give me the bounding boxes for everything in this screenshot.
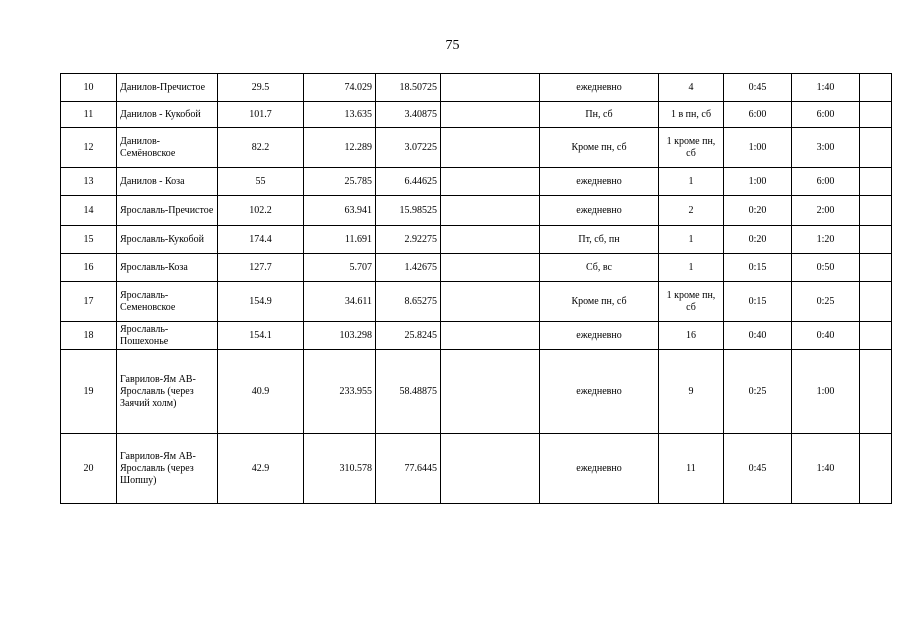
cell-v2: 3.40875 [376,102,441,128]
cell-count: 11 [659,434,724,504]
cell-count: 1 [659,226,724,254]
cell-v1: 74.029 [304,74,376,102]
cell-num: 10 [61,74,117,102]
cell-num: 17 [61,282,117,322]
cell-t2: 1:00 [792,350,860,434]
cell-name: Ярославль-Кукобой [117,226,218,254]
table-row [61,434,892,504]
cell-name: Гаврилов-Ям АВ-Ярославль (через Заячий холм) [117,350,218,434]
cell-blank [441,102,540,128]
cell-t2: 0:50 [792,254,860,282]
cell-extra [860,254,892,282]
cell-v2: 25.8245 [376,322,441,350]
table-row [61,168,892,196]
cell-count: 16 [659,322,724,350]
cell-count: 9 [659,350,724,434]
cell-name: Ярославль-Пречистое [117,196,218,226]
table-row [61,196,892,226]
cell-blank [441,226,540,254]
cell-t1: 0:45 [724,434,792,504]
cell-t2: 3:00 [792,128,860,168]
cell-num: 12 [61,128,117,168]
cell-dist: 154.9 [218,282,304,322]
cell-name: Гаврилов-Ям АВ-Ярославль (через Шопшу) [117,434,218,504]
cell-dist: 29.5 [218,74,304,102]
cell-name: Ярославль-Семеновское [117,282,218,322]
cell-dist: 40.9 [218,350,304,434]
cell-blank [441,74,540,102]
cell-count: 4 [659,74,724,102]
cell-dist: 55 [218,168,304,196]
cell-dist: 174.4 [218,226,304,254]
cell-num: 20 [61,434,117,504]
cell-v2: 15.98525 [376,196,441,226]
table-row [61,128,892,168]
cell-freq: Пн, сб [540,102,659,128]
cell-v2: 3.07225 [376,128,441,168]
cell-extra [860,322,892,350]
cell-extra [860,168,892,196]
cell-v2: 8.65275 [376,282,441,322]
table-row [61,350,892,434]
cell-freq: ежедневно [540,196,659,226]
cell-v2: 2.92275 [376,226,441,254]
table-row [61,282,892,322]
cell-v2: 58.48875 [376,350,441,434]
cell-num: 13 [61,168,117,196]
cell-dist: 82.2 [218,128,304,168]
cell-t2: 6:00 [792,102,860,128]
cell-v1: 233.955 [304,350,376,434]
cell-name: Данилов - Кукобой [117,102,218,128]
cell-t1: 6:00 [724,102,792,128]
cell-count: 1 в пн, сб [659,102,724,128]
cell-t1: 0:40 [724,322,792,350]
cell-name: Ярославль-Пошехонье [117,322,218,350]
route-table [60,73,892,504]
cell-blank [441,434,540,504]
cell-v1: 103.298 [304,322,376,350]
cell-blank [441,282,540,322]
table-row [61,102,892,128]
cell-blank [441,322,540,350]
cell-v1: 5.707 [304,254,376,282]
cell-v1: 11.691 [304,226,376,254]
cell-t1: 1:00 [724,128,792,168]
cell-v2: 1.42675 [376,254,441,282]
cell-t1: 1:00 [724,168,792,196]
cell-t2: 0:40 [792,322,860,350]
page-number: 75 [445,38,460,53]
cell-name: Ярославль-Коза [117,254,218,282]
table-row [61,322,892,350]
cell-blank [441,350,540,434]
cell-extra [860,196,892,226]
cell-extra [860,128,892,168]
cell-freq: ежедневно [540,74,659,102]
cell-name: Данилов-Семёновское [117,128,218,168]
cell-t2: 6:00 [792,168,860,196]
cell-dist: 101.7 [218,102,304,128]
cell-v1: 13.635 [304,102,376,128]
cell-freq: ежедневно [540,322,659,350]
cell-dist: 154.1 [218,322,304,350]
cell-freq: Пт, сб, пн [540,226,659,254]
cell-blank [441,254,540,282]
cell-dist: 42.9 [218,434,304,504]
cell-blank [441,128,540,168]
cell-t1: 0:15 [724,254,792,282]
cell-v1: 25.785 [304,168,376,196]
cell-freq: Сб, вс [540,254,659,282]
cell-count: 1 кроме пн, сб [659,282,724,322]
cell-num: 18 [61,322,117,350]
cell-blank [441,196,540,226]
cell-t2: 1:40 [792,434,860,504]
cell-count: 2 [659,196,724,226]
cell-num: 16 [61,254,117,282]
cell-v2: 6.44625 [376,168,441,196]
cell-extra [860,350,892,434]
cell-freq: ежедневно [540,168,659,196]
cell-extra [860,434,892,504]
cell-num: 19 [61,350,117,434]
cell-name: Данилов-Пречистое [117,74,218,102]
cell-t2: 0:25 [792,282,860,322]
cell-t1: 0:20 [724,196,792,226]
cell-count: 1 кроме пн, сб [659,128,724,168]
cell-v2: 18.50725 [376,74,441,102]
cell-t1: 0:45 [724,74,792,102]
cell-t1: 0:20 [724,226,792,254]
cell-blank [441,168,540,196]
cell-v2: 77.6445 [376,434,441,504]
cell-freq: Кроме пн, сб [540,282,659,322]
table-row [61,226,892,254]
cell-name: Данилов - Коза [117,168,218,196]
cell-num: 11 [61,102,117,128]
table-row [61,254,892,282]
cell-dist: 127.7 [218,254,304,282]
cell-t2: 1:20 [792,226,860,254]
cell-dist: 102.2 [218,196,304,226]
cell-v1: 12.289 [304,128,376,168]
cell-extra [860,226,892,254]
cell-extra [860,282,892,322]
cell-t1: 0:15 [724,282,792,322]
cell-num: 14 [61,196,117,226]
cell-v1: 63.941 [304,196,376,226]
table-row [61,74,892,102]
cell-count: 1 [659,254,724,282]
cell-v1: 34.611 [304,282,376,322]
cell-num: 15 [61,226,117,254]
cell-t2: 2:00 [792,196,860,226]
cell-freq: ежедневно [540,350,659,434]
cell-extra [860,102,892,128]
cell-freq: Кроме пн, сб [540,128,659,168]
cell-freq: ежедневно [540,434,659,504]
cell-t1: 0:25 [724,350,792,434]
cell-extra [860,74,892,102]
cell-v1: 310.578 [304,434,376,504]
cell-count: 1 [659,168,724,196]
cell-t2: 1:40 [792,74,860,102]
